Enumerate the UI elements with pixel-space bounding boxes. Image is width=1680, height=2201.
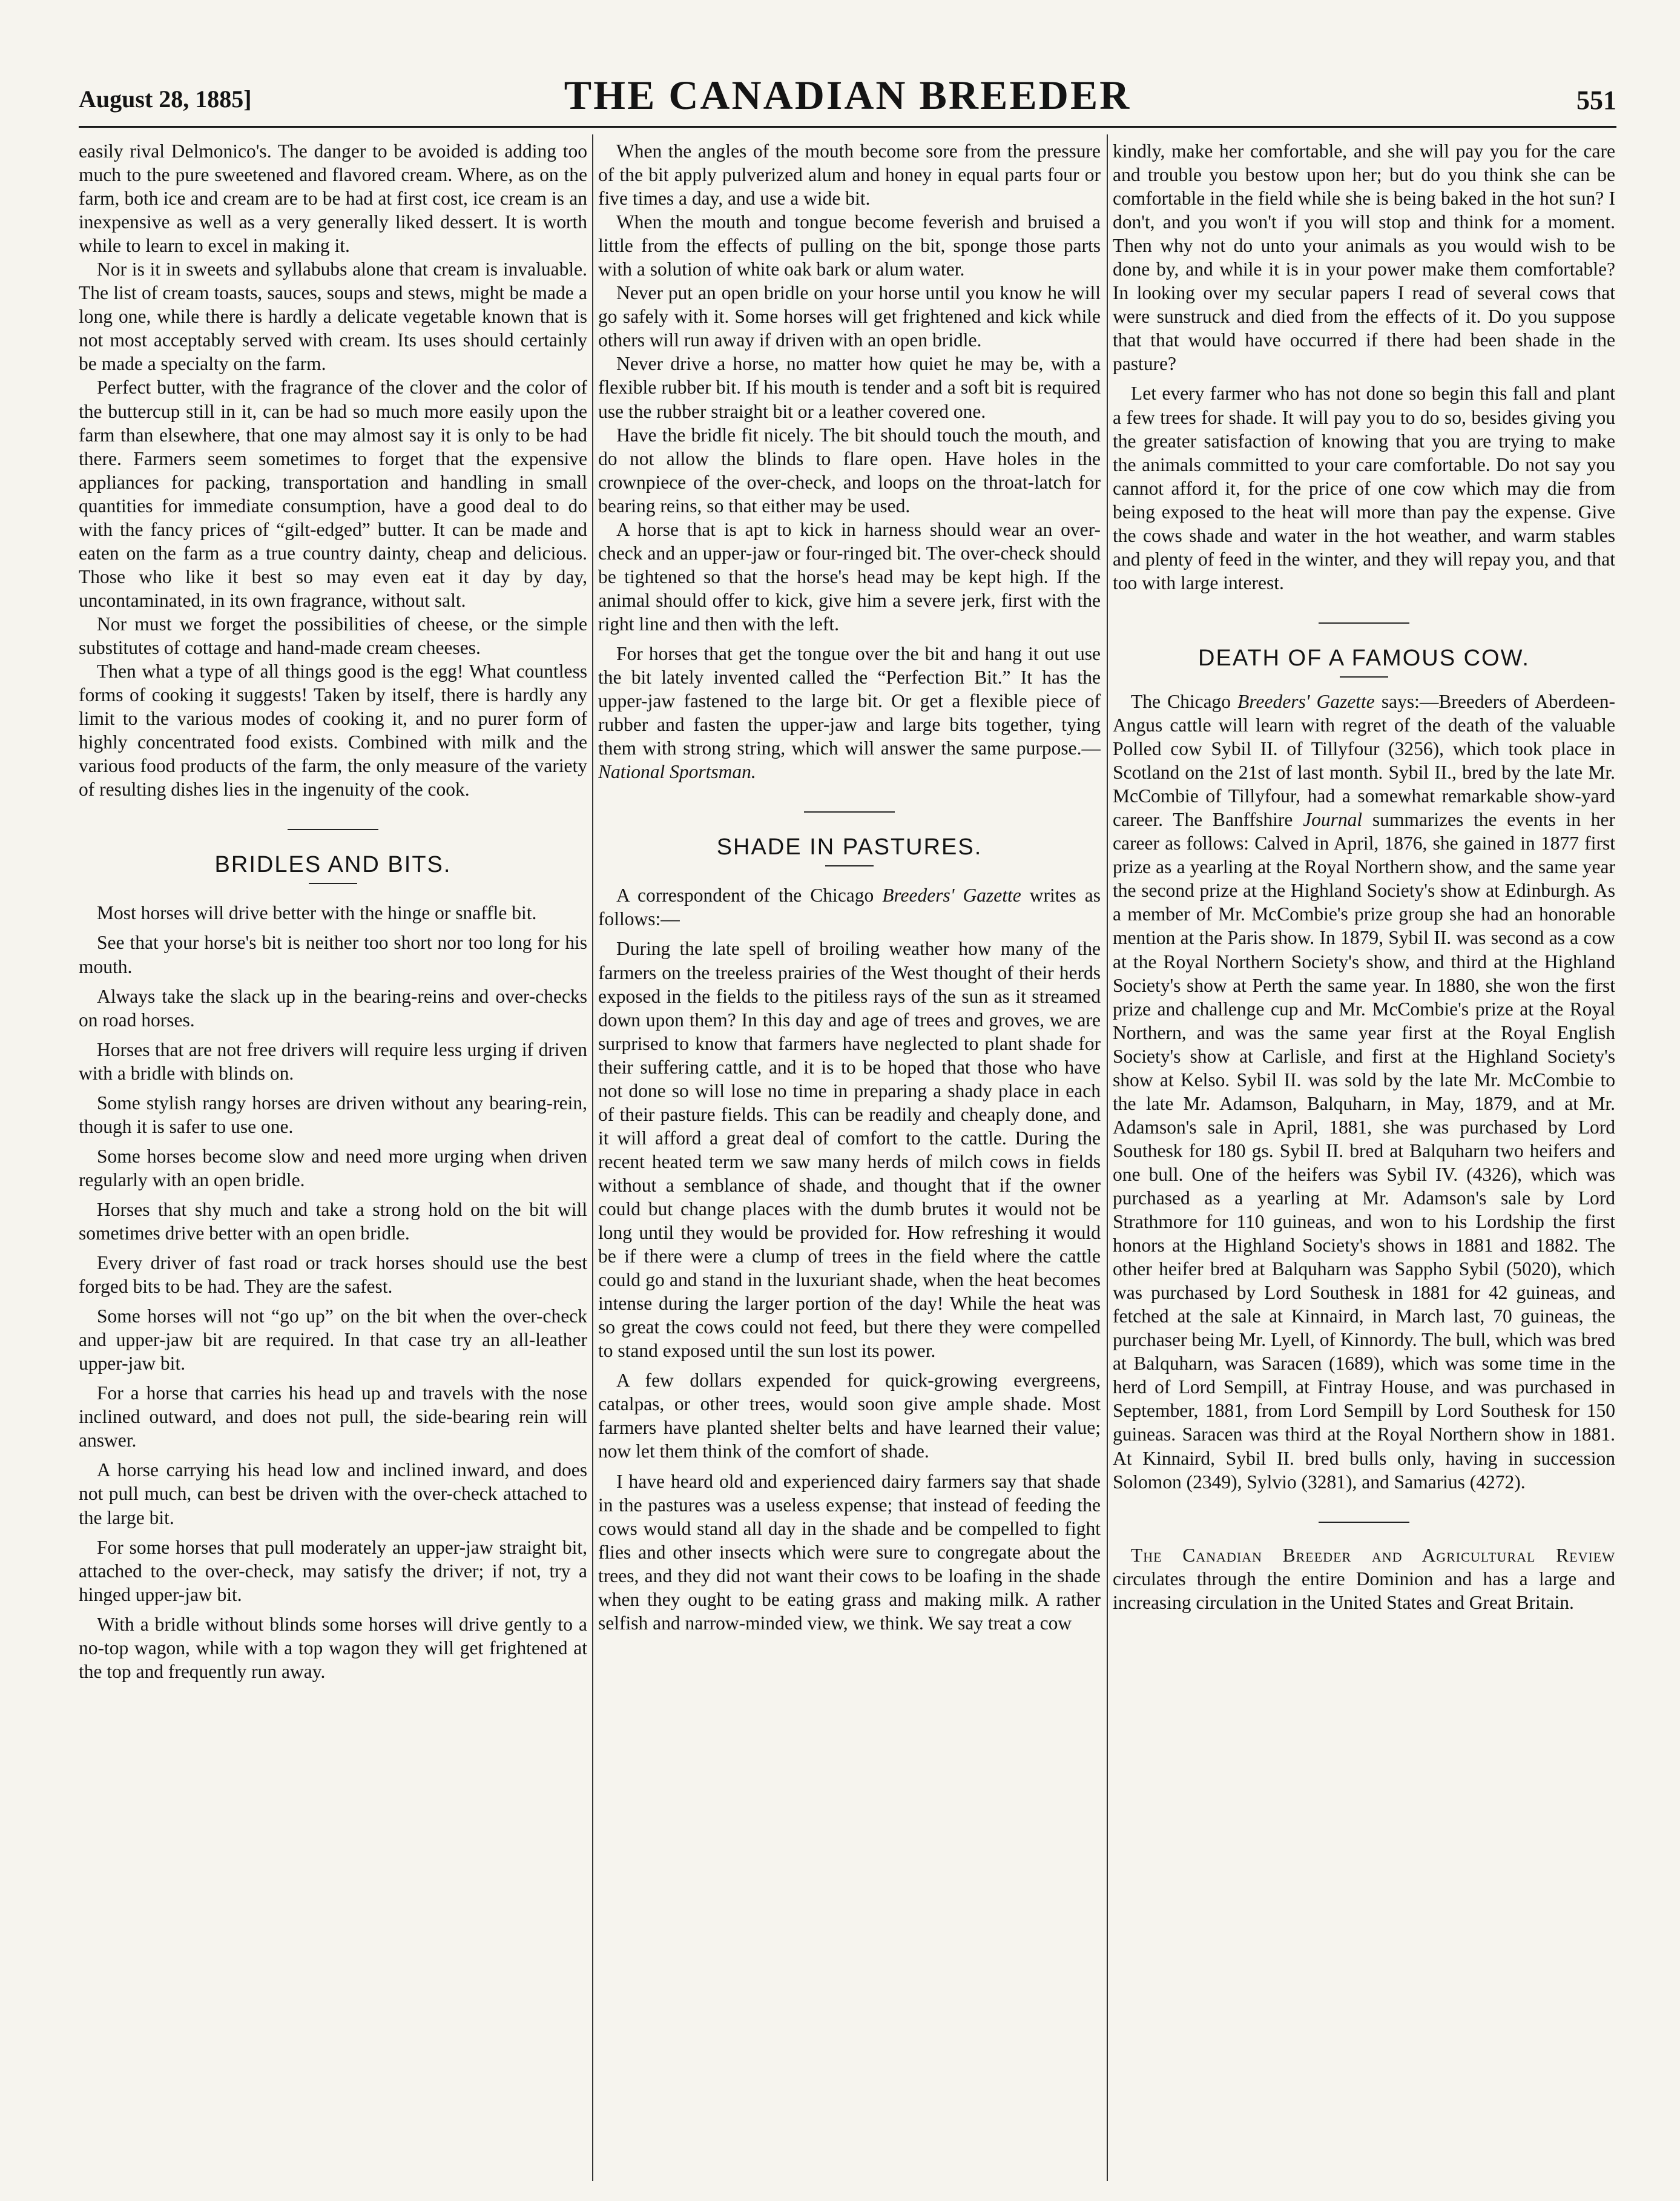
article-heading-shade: SHADE IN PASTURES. <box>716 834 983 860</box>
paragraph: A horse that is apt to kick in harness should wear an over-check and an upper-jaw or four-ringed bit. The over-check should be tightened so that the horse's head may be kept high. If the animal should offer to kick, give him a severe jerk, first with the right line and then with the left. <box>598 518 1101 635</box>
paragraph: With a bridle without blinds some horses will drive gently to a no-top wagon, while with a top wagon they will get frightened at the top and frequently run away. <box>79 1613 587 1682</box>
paragraph-text: For horses that get the tongue over the bit and hang it out use the bit lately invented called the “Perfection Bit.” It has the upper-jaw fastened to the large bit. Or get a flexible piece of rubber and fasten the upper-jaw and large bits together, tying them with strong string, which will answer the same purpose.— <box>598 642 1101 759</box>
paragraph: Never put an open bridle on your horse until you know he will go safely with it. Some horses will get frightened and kick while others will run away if driven with an open bridle. <box>598 282 1101 351</box>
paragraph: Nor is it in sweets and syllabubs alone that cream is invaluable. The list of cream toasts, sauces, soups and stews, might be made a long one, while there is hardly a delicate vegetable known that is not most acceptably served with cream. Its uses should certainly be made a specialty on the farm. <box>79 259 587 375</box>
column-1 <box>79 139 587 2180</box>
paragraph: Have the bridle fit nicely. The bit should touch the mouth, and do not allow the blinds to flare open. Have holes in the crownpiece of the over-check, and loops on the throat-latch for bearing reins, so that either may be used. <box>598 424 1101 516</box>
source-credit: National Sportsman. <box>598 761 756 783</box>
paragraph: Let every farmer who has not done so begin this fall and plant a few trees for shade. It will pay you to do so, besides giving you the greater satisfaction of knowing that you are trying to make the animals committed to your care comfortable. Do not say you cannot afford it, for the price of one cow which may die from being exposed to the heat will more than pay the expense. Give the cows shade and water in the hot weather, and warm stables and plenty of feed in the winter, and they will repay you, and that too with large interest. <box>1113 383 1615 593</box>
article-heading-death-cow: DEATH OF A FAMOUS COW. <box>1198 645 1530 671</box>
publication-name: Journal <box>1303 809 1363 831</box>
paragraph: Some horses will not “go up” on the bit when the over-check and upper-jaw bit are required. In that case try an all-leather upper-jaw bit. <box>79 1305 587 1374</box>
paragraph: Nor must we forget the possibilities of cheese, or the simple substitutes of cottage and hand-made cream cheeses. <box>79 613 587 658</box>
notice-publication: The Canadian Breeder and Agricultural Review <box>1131 1544 1615 1566</box>
column-divider <box>592 134 593 2181</box>
paragraph-text: writes as follows:— <box>598 885 1101 930</box>
paragraph: Every driver of fast road or track horses should use the best forged bits to be had. They are the safest. <box>79 1252 587 1298</box>
publication-name: Breeders' Gazette <box>1237 691 1375 712</box>
column-3 <box>1113 139 1615 2180</box>
paragraph <box>598 642 1101 784</box>
circulation-notice <box>1113 1543 1615 1614</box>
paragraph: When the mouth and tongue become feverish and bruised a little from the effects of pulling on the bit, sponge those parts with a solution of white oak bark or alum water. <box>598 211 1101 280</box>
publication-name: Breeders' Gazette <box>882 885 1021 906</box>
paragraph-text: summarizes the events in her career as follows: Calved in April, 1876, she gained in 1877 first prize as a yearling at the Royal Northern show, and the same year the second prize at the Highland Society's show at Edinburgh. As a member of Mr. McCombie's prize group she had an honorable mention at the Paris show. In 1879, Sybil II. was second as a cow at the Royal Northern Society's show, and third at the Highland Society's show at Perth the same year. In 1880, she won the first prize and challenge cup and Mr. McCombie's prize at the Royal Northern, and was the same year first at the Royal English Society's show at Carlisle, and first at the Highland Society's show at Kelso. Sybil II. was sold by the late Mr. McCombie to the late Mr. Adamson, Balquharn, in May, 1879, and at Mr. Adamson's sale in April, 1881, she was purchased by Lord Southesk for 180 gs. Sybil II. bred at Balquharn two heifers and one bull. One of the heifers was Sybil IV. (4326), which was purchased as a yearling at Mr. Adamson's sale by Lord Strathmore for 110 guineas, and won to his Lordship the first honors at the Highland Society's shows in 1881 and 1882. The other heifer bred at Balquharn was Sappho Sybil (5020), which was purchased by Lord Southesk in 1881 for 42 guineas, and fetched at the sale at Kinnaird, in March last, 70 guineas, the purchaser being Mr. Lyell, of Kinnordy. The bull, which was bred at Balquharn, was Saracen (1689), which was some time in the herd of Lord Sempill, at Fintray House, and was purchased in September, 1881, from Lord Sempill by Lord Southesk for 150 guineas. Saracen was third at the Royal Northern show in 1881. At Kinnaird, Sybil II. bred bulls only, having in succession Solomon (2349), Sylvio (3281), and Samarius (4272). <box>1113 809 1615 1493</box>
paragraph-text: says:—Breeders of Aberdeen-Angus cattle will learn with regret of the death of the valuable Polled cow Sybil II. of Tillyfour (3256), which took place in Scotland on the 21st of last month. Sybil II., bred by the late Mr. McCombie of Tillyfour, had a somewhat remarkable show-yard career. The Banffshire <box>1113 691 1615 831</box>
page-header <box>79 71 1616 132</box>
paragraph: Then what a type of all things good is the egg! What countless forms of cooking it suggests! Taken by itself, there is hardly any limit to the various modes of cooking it, and no purer form of highly concentrated food exists. Combined with milk and the various food products of the farm, the only measure of the variety of resulting dishes lies in the ingenuity of the cook. <box>79 661 587 800</box>
page-number: 551 <box>1576 85 1616 115</box>
heading-rule <box>1340 676 1388 678</box>
paragraph: When the angles of the mouth become sore from the pressure of the bit apply pulverized alum and honey in equal parts four or five times a day, and use a wide bit. <box>598 140 1101 210</box>
column-2 <box>598 139 1101 2180</box>
header-rule <box>79 126 1616 128</box>
paragraph-text: The Chicago <box>1131 691 1238 712</box>
heading-rule <box>309 883 357 884</box>
section-separator <box>804 811 895 813</box>
heading-rule <box>825 865 874 866</box>
paragraph: Horses that are not free drivers will require less urging if driven with a bridle with blinds on. <box>79 1038 587 1084</box>
paragraph: A few dollars expended for quick-growing evergreens, catalpas, or other trees, would soon give ample shade. Most farmers have planted shelter belts and have learned their value; now let them think of the comfort of shade. <box>598 1370 1101 1462</box>
paragraph: easily rival Delmonico's. The danger to be avoided is adding too much to the pure sweetened and flavored cream. Where, as on the farm, both ice and cream are to be had at first cost, ice cream is an inexpensive as well as a very generally liked dessert. It is worth while to learn to excel in making it. <box>79 140 587 257</box>
paragraph: Perfect butter, with the fragrance of the clover and the color of the buttercup still in it, can be had so much more easily upon the farm than elsewhere, that one may almost say it is only to be had there. Farmers seem sometimes to forget that the expensive appliances for packing, transportation and handling in small quantities for immediate consumption, have a good deal to do with the fancy prices of “gilt-edged” butter. It can be made and eaten on the farm as a true country dainty, cheap and delicious. Those who like it best so may even eat it day by day, uncontaminated, in its own fragrance, without salt. <box>79 377 587 611</box>
paragraph: I have heard old and experienced dairy farmers say that shade in the pastures was a useless expense; that instead of feeding the cows would stand all day in the shade and be compelled to fight flies and other insects which were sure to congregate about the trees, and they did not want their cows to be loafing in the shade when they ought to be eating grass and making milk. A rather selfish and narrow-minded view, we think. We say treat a cow <box>598 1470 1101 1634</box>
paragraph: Always take the slack up in the bearing-reins and over-checks on road horses. <box>79 985 587 1031</box>
paragraph: Never drive a horse, no matter how quiet he may be, with a flexible rubber bit. If his mouth is tender and a soft bit is required use the rubber straight bit or a leather covered one. <box>598 353 1101 422</box>
paragraph: During the late spell of broiling weather how many of the farmers on the treeless prairies of the West thought of their herds exposed in the fields to the pitiless rays of the sun as it streamed down upon them? In this day and age of trees and groves, we are surprised to know that farmers have neglected to plant shade for their suffering cattle, and it is to be hoped that those who have not done so will lose no time in preparing a shady place in each of their pasture fields. This can be readily and cheaply done, and it will afford a great deal of comfort to the cattle. During the recent heated term we saw many herds of milch cows in fields without a semblance of shade, and thought that if the owner could but change places with the dumb brutes it would not be long until they would be provided for. How refreshing it would be if there were a clump of trees in the field where the cattle could go and stand in the luxuriant shade, when the heat becomes intense during the larger portion of the day! While the heat was so great the cows could not feed, but there they were compelled to stand exposed until the sun lost its power. <box>598 938 1101 1362</box>
issue-date: August 28, 1885] <box>79 85 252 113</box>
paragraph: Most horses will drive better with the hinge or snaffle bit. <box>97 902 537 924</box>
paragraph-text: A correspondent of the Chicago <box>616 885 883 906</box>
paragraph: For some horses that pull moderately an upper-jaw straight bit, attached to the over-check, may satisfy the driver; if not, try a hinged upper-jaw bit. <box>79 1536 587 1605</box>
paragraph <box>598 883 1101 931</box>
section-separator <box>288 829 378 830</box>
paragraph: kindly, make her comfortable, and she will pay you for the care and trouble you bestow upon her; but do you think she can be comfortable in the field while she is being baked in the hot sun? I don't, and you won't if you will stop and think for a moment. Then why not do unto your animals as you would wish to be done by, and while it is in your power make them comfortable? In looking over my secular papers I read of several cows that were sunstruck and died from the effects of it. Do you suppose that that would have occurred if there had been shade in the pasture? <box>1113 140 1615 375</box>
paragraph: For a horse that carries his head up and travels with the nose inclined outward, and does not pull, the side-bearing rein will answer. <box>79 1382 587 1451</box>
paragraph: Some horses become slow and need more urging when driven regularly with an open bridle. <box>79 1145 587 1190</box>
paragraph: A horse carrying his head low and inclined inward, and does not pull much, can best be driven with the over-check attached to the large bit. <box>79 1459 587 1528</box>
paragraph: See that your horse's bit is neither too short nor too long for his mouth. <box>79 932 587 977</box>
section-separator <box>1319 622 1409 624</box>
notice-text: circulates through the entire Dominion and has a large and increasing circulation in the United States and Great Britain. <box>1113 1568 1615 1613</box>
paragraph: Some stylish rangy horses are driven without any bearing-rein, though it is safer to use one. <box>79 1092 587 1137</box>
masthead-title: THE CANADIAN BREEDER <box>564 72 1132 118</box>
paragraph: Horses that shy much and take a strong hold on the bit will sometimes drive better with an open bridle. <box>79 1198 587 1244</box>
section-separator <box>1319 1522 1409 1523</box>
article-heading-bridles: BRIDLES AND BITS. <box>214 852 452 878</box>
column-divider <box>1107 134 1108 2181</box>
paragraph <box>1113 690 1615 1494</box>
